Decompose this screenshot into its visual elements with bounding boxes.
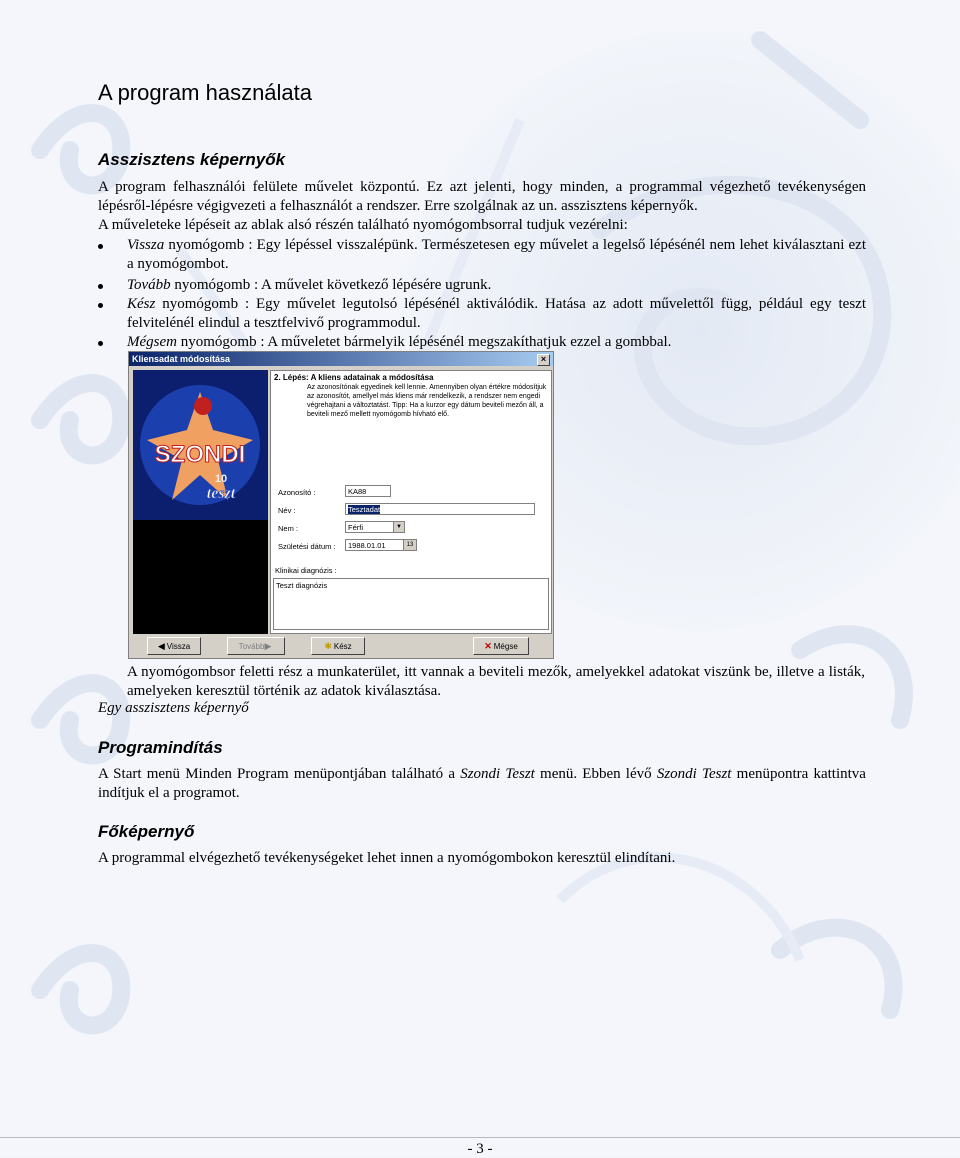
start-menuitem-name: Szondi Teszt: [656, 766, 732, 782]
work-area-panel: [270, 370, 552, 634]
bullet-term: Tovább: [127, 277, 171, 293]
x-icon: ✕: [484, 641, 492, 651]
arrow-right-icon: ▶: [264, 641, 272, 651]
bullet-text: nyomógomb : A művelet következő lépésére ugrunk.: [170, 277, 492, 293]
page-heading: A program használata: [98, 80, 313, 105]
dialog-title: Kliensadat módosítása: [132, 354, 231, 364]
done-label: Kész: [333, 642, 352, 651]
section-title-start: Programindítás: [98, 738, 223, 757]
lightbulb-icon: ✱: [324, 641, 332, 651]
bullet-dot: [98, 303, 103, 308]
name-field[interactable]: [345, 503, 535, 515]
figure-caption: Egy asszisztens képernyő: [98, 700, 249, 716]
bullet-dot: [98, 341, 103, 346]
sex-value: Férfi: [348, 523, 363, 532]
footer-line: [0, 1137, 960, 1138]
logo-graphic: [133, 370, 268, 634]
diagnosis-textarea[interactable]: Teszt diagnózis: [273, 578, 549, 630]
bullet-term: Mégsem: [127, 334, 177, 350]
dialog-titlebar: [129, 352, 553, 366]
paragraph-intro: A program felhasználói felülete művelet központú. Ez azt jelenti, hogy minden, a programmal végezhető tevékenységen lépésről-lépésre végigvezeti a felhasználót a rendszer. Erre szolgálnak az un. asszisztens képernyők.: [98, 179, 866, 214]
bullet-next: [98, 276, 866, 295]
bullet-term: Kész: [127, 296, 156, 312]
paragraph-start: [98, 765, 866, 803]
bullet-dot: [98, 284, 103, 289]
start-text-a: A Start menü Minden Program menüpontjában található a: [98, 766, 461, 782]
bullet-text: nyomógomb : Egy lépéssel visszalépünk. Természetesen egy művelet a legelső lépésénél nem lehet kiválasztani ezt a nyomógombot.: [127, 237, 866, 272]
paragraph-main-screen: A programmal elvégezhető tevékenységeket lehet innen a nyomógombokon keresztül elindítani.: [98, 850, 676, 866]
sex-select[interactable]: [345, 521, 405, 533]
done-button[interactable]: [311, 637, 365, 655]
next-button[interactable]: [227, 637, 285, 655]
step-title: 2. Lépés: A kliens adatainak a módosítása: [274, 373, 434, 382]
id-field[interactable]: KA88: [345, 485, 391, 497]
step-description: Az azonosítónak egyedinek kell lennie. Amennyiben olyan értékre módosítjuk az azonosítót, amellyel más kliens már rendelkezik, a rendszer nem engedi végrehajtani a változtatást. Tipp: Ha a kurzor egy dátum beviteli mezőn áll, a beviteli mező mellett nyomógomb hívható elő.: [307, 384, 547, 418]
next-label: Tovább: [238, 642, 265, 651]
bullet-text: nyomógomb : Egy művelet legutolsó lépésénél aktiválódik. Hatása az adott művelettől függ, például egy teszt felvitelénél elindul a tesztfelvivő programmodul.: [127, 296, 866, 331]
close-icon[interactable]: ×: [537, 354, 550, 366]
back-button[interactable]: [147, 637, 201, 655]
section-title-assistant: Asszisztens képernyők: [98, 150, 286, 169]
bullet-term: Vissza: [127, 237, 165, 253]
dob-label: Születési dátum :: [278, 542, 336, 551]
szondi-logo: [133, 370, 268, 634]
back-label: Vissza: [166, 642, 191, 651]
logo-text: SZONDI: [154, 441, 246, 468]
bullet-back: [98, 236, 866, 274]
bullet-text: nyomógomb : A műveletet bármelyik lépésénél megszakíthatjuk ezzel a gombbal.: [176, 334, 672, 350]
dob-field[interactable]: [345, 539, 417, 551]
page-number: - 3 -: [467, 1141, 493, 1157]
sex-label: Nem :: [278, 524, 299, 533]
diagnosis-label: Klinikai diagnózis :: [275, 566, 337, 575]
logo-subtext: teszt: [206, 485, 236, 502]
paragraph-buttons-intro: A műveleteke lépéseit az ablak alsó részén található nyomógombsorral tudjuk vezérelni:: [98, 217, 628, 233]
section-title-main-screen: Főképernyő: [98, 822, 195, 841]
chevron-down-icon[interactable]: ▼: [393, 522, 404, 532]
name-value: Tesztadat: [348, 505, 381, 514]
bullet-dot: [98, 244, 103, 249]
start-text-c: menüpontra kattintva indítjuk el a programot.: [98, 766, 866, 801]
logo-number: 10: [214, 473, 228, 485]
cancel-button[interactable]: [473, 637, 529, 655]
dob-value: 1988.01.01: [348, 541, 386, 550]
bullet-done: [98, 295, 866, 333]
start-menu-name: Szondi Teszt: [460, 766, 535, 782]
calendar-icon[interactable]: 13: [403, 540, 416, 550]
bullet-cancel: [98, 333, 866, 352]
id-label: Azonosító :: [278, 488, 316, 497]
arrow-left-icon: ◀: [157, 641, 165, 651]
assistant-dialog-screenshot: [128, 351, 554, 659]
name-label: Név :: [278, 506, 296, 515]
start-text-b: menü. Ebben lévő: [534, 766, 657, 782]
paragraph-work-area: A nyomógombsor feletti rész a munkaterület, itt vannak a beviteli mezők, amelyekkel adatokat viszünk be, illetve a listák, amelyeken keresztül történik az adatok kiválasztása.: [127, 664, 865, 699]
cancel-label: Mégse: [493, 642, 518, 651]
